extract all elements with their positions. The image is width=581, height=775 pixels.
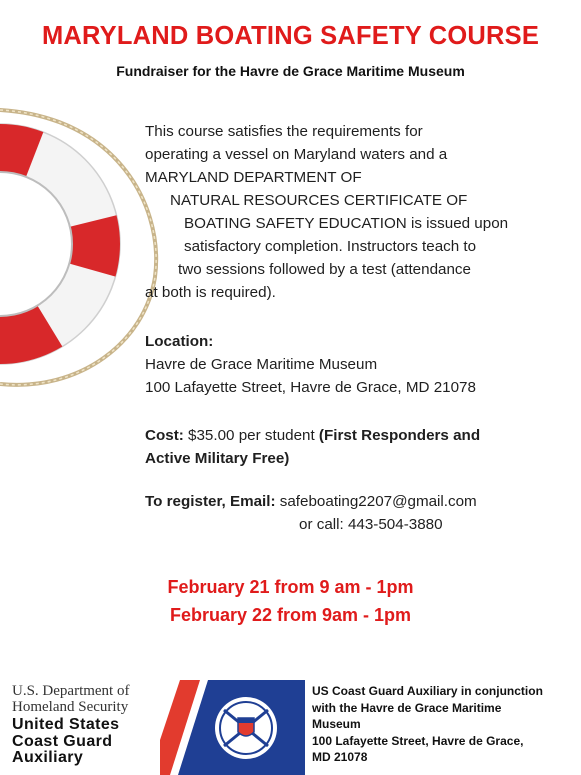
uscg-logo-text [12,717,119,767]
description-line: NATURAL RESOURCES CERTIFICATE OF [170,192,468,209]
footer-line: US Coast Guard Auxiliary in conjunction [312,684,543,698]
footer-line: MD 21078 [312,750,368,764]
uscg-line: Coast Guard [12,732,113,750]
uscg-line: United States [12,716,120,733]
cost-label: Cost: [145,427,184,444]
description-line: satisfactory completion. Instructors teach to [184,238,477,255]
footer-line: 100 Lafayette Street, Havre de Grace, [312,733,524,748]
cost-note: (First Responders and [318,427,481,444]
uscg-line: Auxiliary [12,749,84,766]
page-subtitle: Fundraiser for the Havre de Grace Maritime Museum [116,63,465,79]
description-line: two sessions followed by a test (attendance [178,261,471,278]
page-title: MARYLAND BOATING SAFETY COURSE [41,22,540,50]
dhs-line: Homeland Security [12,699,129,715]
description-line: MARYLAND DEPARTMENT OF [145,169,362,186]
cost-price: $35.00 per student [183,427,319,444]
cost-line [145,424,480,447]
description-line: operating a vessel on Maryland waters and a [145,146,448,163]
description-line: This course satisfies the requirements for [145,123,423,140]
footer-line: with the Havre de Grace Maritime [312,700,502,715]
location-name: Havre de Grace Maritime Museum [145,356,378,373]
date-line: February 21 from 9 am - 1pm [167,577,414,597]
register-label: To register, Email: [145,493,276,510]
location-address: 100 Lafayette Street, Havre de Grace, MD 21078 [145,379,476,396]
register-email[interactable]: safeboating2207@gmail.com [275,493,477,510]
description-line: at both is required). [145,284,276,301]
uscg-emblem-icon [160,680,305,775]
dhs-line: U.S. Department of [12,683,130,699]
dhs-logo-text [12,683,129,715]
date-line: February 22 from 9am - 1pm [169,605,412,625]
footer-description [312,683,577,766]
register-line [145,490,477,513]
footer-line: Museum [312,717,361,731]
description-line: BOATING SAFETY EDUCATION is issued upon [184,215,509,232]
location-label: Location: [145,333,214,350]
cost-note-continued: Active Military Free) [145,450,290,467]
register-phone[interactable]: or call: 443-504-3880 [299,516,443,533]
